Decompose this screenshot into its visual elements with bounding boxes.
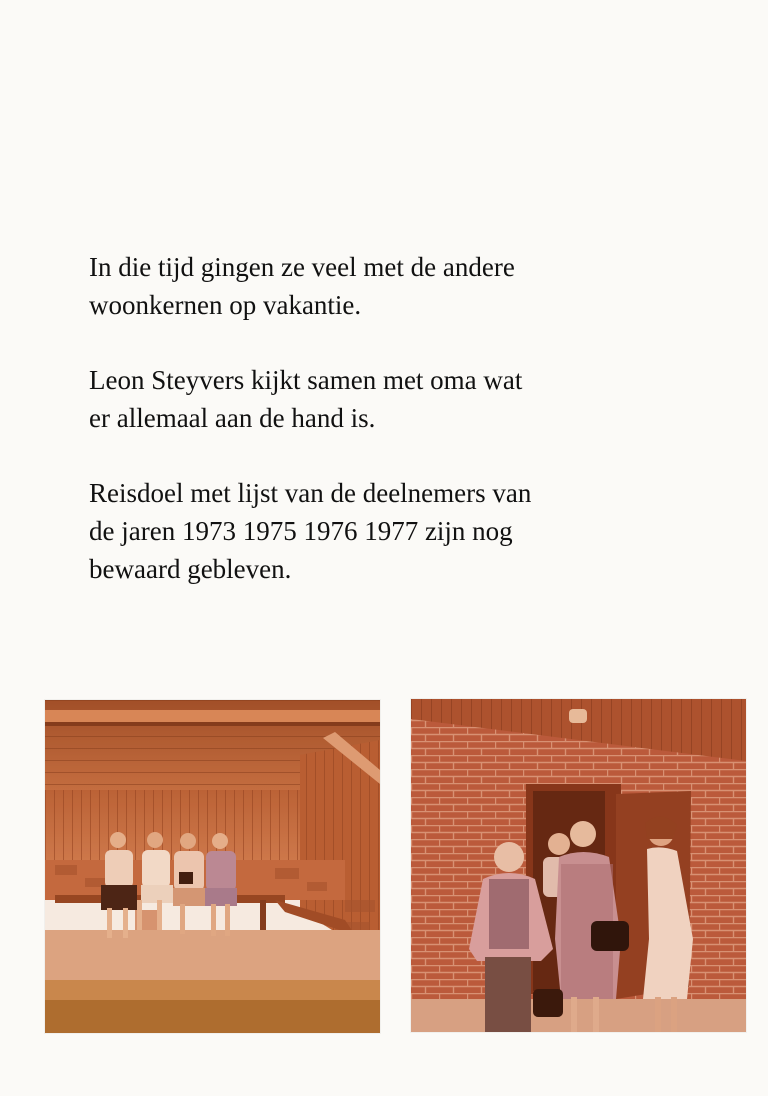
paragraph-1-line-1: In die tijd gingen ze veel met de andere (89, 252, 515, 282)
paragraph-3-line-1: Reisdoel met lijst van de deelnemers van (89, 478, 532, 508)
brick-wall-photo (411, 699, 746, 1032)
paragraph-2 (89, 361, 729, 437)
text-block (89, 248, 729, 625)
paragraph-2-line-2: er allemaal aan de hand is. (89, 403, 376, 433)
paragraph-3-line-3: bewaard gebleven. (89, 554, 292, 584)
paragraph-1 (89, 248, 729, 324)
paragraph-3-line-2: de jaren 1973 1975 1976 1977 zijn nog (89, 516, 513, 546)
shelter-photo (45, 700, 380, 1033)
paragraph-2-line-1: Leon Steyvers kijkt samen met oma wat (89, 365, 523, 395)
paragraph-1-line-2: woonkernen op vakantie. (89, 290, 362, 320)
paragraph-3 (89, 474, 729, 588)
